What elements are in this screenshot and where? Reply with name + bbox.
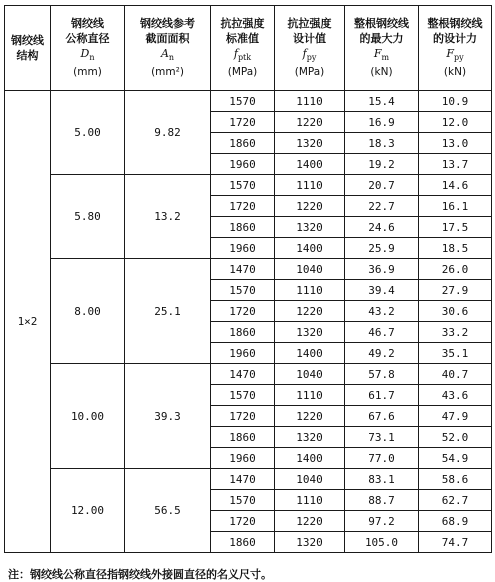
fm-cell: 61.7: [345, 385, 419, 406]
fm-cell: 22.7: [345, 196, 419, 217]
Fpy-cell: 16.1: [419, 196, 492, 217]
table-body: [5, 91, 492, 553]
fptk-cell: 1470: [211, 364, 275, 385]
fm-cell: 73.1: [345, 427, 419, 448]
fpy-cell: 1110: [275, 490, 345, 511]
fpy-cell: 1110: [275, 385, 345, 406]
Fpy-cell: 68.9: [419, 511, 492, 532]
fm-cell: 49.2: [345, 343, 419, 364]
fptk-cell: 1570: [211, 91, 275, 112]
header-symbol: $A_n$: [160, 46, 175, 63]
fptk-cell: 1860: [211, 322, 275, 343]
header-line: 设计值: [293, 31, 326, 45]
Fpy-cell: 27.9: [419, 280, 492, 301]
area-cell: 39.3: [125, 364, 211, 469]
fpy-cell: 1220: [275, 406, 345, 427]
header-unit: (kN): [443, 66, 467, 79]
fm-cell: 19.2: [345, 154, 419, 175]
fptk-cell: 1470: [211, 259, 275, 280]
header-line: 抗拉强度: [220, 16, 265, 30]
header-symbol: $D_n$: [80, 46, 95, 63]
fptk-cell: 1960: [211, 343, 275, 364]
fpy-cell: 1320: [275, 427, 345, 448]
header-unit: (mm): [73, 66, 102, 79]
fm-cell: 105.0: [345, 532, 419, 553]
fpy-cell: 1400: [275, 154, 345, 175]
Fpy-cell: 43.6: [419, 385, 492, 406]
Fpy-cell: 17.5: [419, 217, 492, 238]
fm-cell: 16.9: [345, 112, 419, 133]
header-line: 钢绞线参考: [140, 16, 195, 30]
fptk-cell: 1570: [211, 280, 275, 301]
fptk-cell: 1860: [211, 427, 275, 448]
fm-cell: 57.8: [345, 364, 419, 385]
Fpy-cell: 33.2: [419, 322, 492, 343]
fptk-cell: 1860: [211, 532, 275, 553]
header-cell: [5, 6, 51, 91]
fpy-cell: 1110: [275, 280, 345, 301]
fm-cell: 18.3: [345, 133, 419, 154]
fm-cell: 24.6: [345, 217, 419, 238]
header-unit: (kN): [370, 66, 393, 79]
header-line: 的最大力: [359, 31, 404, 45]
fpy-cell: 1220: [275, 196, 345, 217]
fpy-cell: 1110: [275, 91, 345, 112]
header-cell: [125, 6, 211, 91]
Fpy-cell: 58.6: [419, 469, 492, 490]
header-cell: [419, 6, 492, 91]
header-cell: [275, 6, 345, 91]
fpy-cell: 1320: [275, 532, 345, 553]
Fpy-cell: 12.0: [419, 112, 492, 133]
table-row: [5, 259, 492, 280]
Fpy-cell: 14.6: [419, 175, 492, 196]
header-cell: [51, 6, 125, 91]
fm-cell: 46.7: [345, 322, 419, 343]
fptk-cell: 1570: [211, 385, 275, 406]
fptk-cell: 1860: [211, 133, 275, 154]
fptk-cell: 1470: [211, 469, 275, 490]
area-cell: 9.82: [125, 91, 211, 175]
header-line: 整根钢绞线: [354, 16, 409, 30]
table-row: [5, 91, 492, 112]
fptk-cell: 1570: [211, 490, 275, 511]
fpy-cell: 1220: [275, 301, 345, 322]
strand-spec-table: [4, 5, 492, 553]
fptk-cell: 1720: [211, 301, 275, 322]
fpy-cell: 1040: [275, 364, 345, 385]
table-row: [5, 175, 492, 196]
fpy-cell: 1220: [275, 511, 345, 532]
diameter-cell: 5.80: [51, 175, 125, 259]
area-cell: 13.2: [125, 175, 211, 259]
diameter-cell: 12.00: [51, 469, 125, 553]
Fpy-cell: 13.7: [419, 154, 492, 175]
header-symbol: $F_{py}$: [446, 46, 464, 63]
fptk-cell: 1860: [211, 217, 275, 238]
fptk-cell: 1570: [211, 175, 275, 196]
fm-cell: 20.7: [345, 175, 419, 196]
area-cell: 25.1: [125, 259, 211, 364]
header-symbol: $F_m$: [373, 46, 390, 63]
header-row: [5, 6, 492, 91]
footnote: 注：钢绞线公称直径指钢绞线外接圆直径的名义尺寸。: [8, 568, 272, 581]
fpy-cell: 1320: [275, 133, 345, 154]
fm-cell: 88.7: [345, 490, 419, 511]
table-row: [5, 364, 492, 385]
fpy-cell: 1320: [275, 322, 345, 343]
header-unit: (mm²): [151, 66, 184, 79]
header-line: 结构: [16, 49, 39, 62]
diameter-cell: 8.00: [51, 259, 125, 364]
fm-cell: 67.6: [345, 406, 419, 427]
fpy-cell: 1400: [275, 238, 345, 259]
Fpy-cell: 35.1: [419, 343, 492, 364]
diameter-cell: 5.00: [51, 91, 125, 175]
Fpy-cell: 40.7: [419, 364, 492, 385]
Fpy-cell: 30.6: [419, 301, 492, 322]
fptk-cell: 1960: [211, 154, 275, 175]
fm-cell: 15.4: [345, 91, 419, 112]
Fpy-cell: 18.5: [419, 238, 492, 259]
Fpy-cell: 62.7: [419, 490, 492, 511]
Fpy-cell: 13.0: [419, 133, 492, 154]
fm-cell: 39.4: [345, 280, 419, 301]
Fpy-cell: 74.7: [419, 532, 492, 553]
fm-cell: 83.1: [345, 469, 419, 490]
header-unit: (MPa): [227, 66, 258, 79]
fm-cell: 97.2: [345, 511, 419, 532]
fm-cell: 77.0: [345, 448, 419, 469]
fptk-cell: 1960: [211, 448, 275, 469]
Fpy-cell: 54.9: [419, 448, 492, 469]
header-unit: (MPa): [294, 66, 325, 79]
fpy-cell: 1220: [275, 112, 345, 133]
fm-cell: 25.9: [345, 238, 419, 259]
structure-cell: 1×2: [5, 91, 51, 553]
fm-cell: 43.2: [345, 301, 419, 322]
fptk-cell: 1960: [211, 238, 275, 259]
fpy-cell: 1400: [275, 343, 345, 364]
Fpy-cell: 10.9: [419, 91, 492, 112]
header-cell: [345, 6, 419, 91]
table-row: [5, 469, 492, 490]
fptk-cell: 1720: [211, 511, 275, 532]
fptk-cell: 1720: [211, 112, 275, 133]
header-line: 抗拉强度: [287, 16, 332, 30]
fptk-cell: 1720: [211, 406, 275, 427]
fpy-cell: 1110: [275, 175, 345, 196]
header-line: 钢绞线: [71, 16, 104, 30]
diameter-cell: 10.00: [51, 364, 125, 469]
fpy-cell: 1400: [275, 448, 345, 469]
header-line: 整根钢绞线: [427, 16, 483, 30]
header-line: 钢绞线: [11, 34, 44, 47]
header-line: 标准值: [226, 31, 259, 45]
fpy-cell: 1320: [275, 217, 345, 238]
header-cell: [211, 6, 275, 91]
header-symbol: $f_{ptk}$: [233, 46, 252, 63]
header-line: 的设计力: [433, 31, 477, 45]
fptk-cell: 1720: [211, 196, 275, 217]
Fpy-cell: 26.0: [419, 259, 492, 280]
area-cell: 56.5: [125, 469, 211, 553]
header-line: 公称直径: [65, 31, 110, 45]
Fpy-cell: 52.0: [419, 427, 492, 448]
header-symbol: $f_{py}$: [302, 46, 317, 63]
Fpy-cell: 47.9: [419, 406, 492, 427]
fpy-cell: 1040: [275, 469, 345, 490]
fpy-cell: 1040: [275, 259, 345, 280]
fm-cell: 36.9: [345, 259, 419, 280]
header-line: 截面面积: [145, 31, 190, 45]
